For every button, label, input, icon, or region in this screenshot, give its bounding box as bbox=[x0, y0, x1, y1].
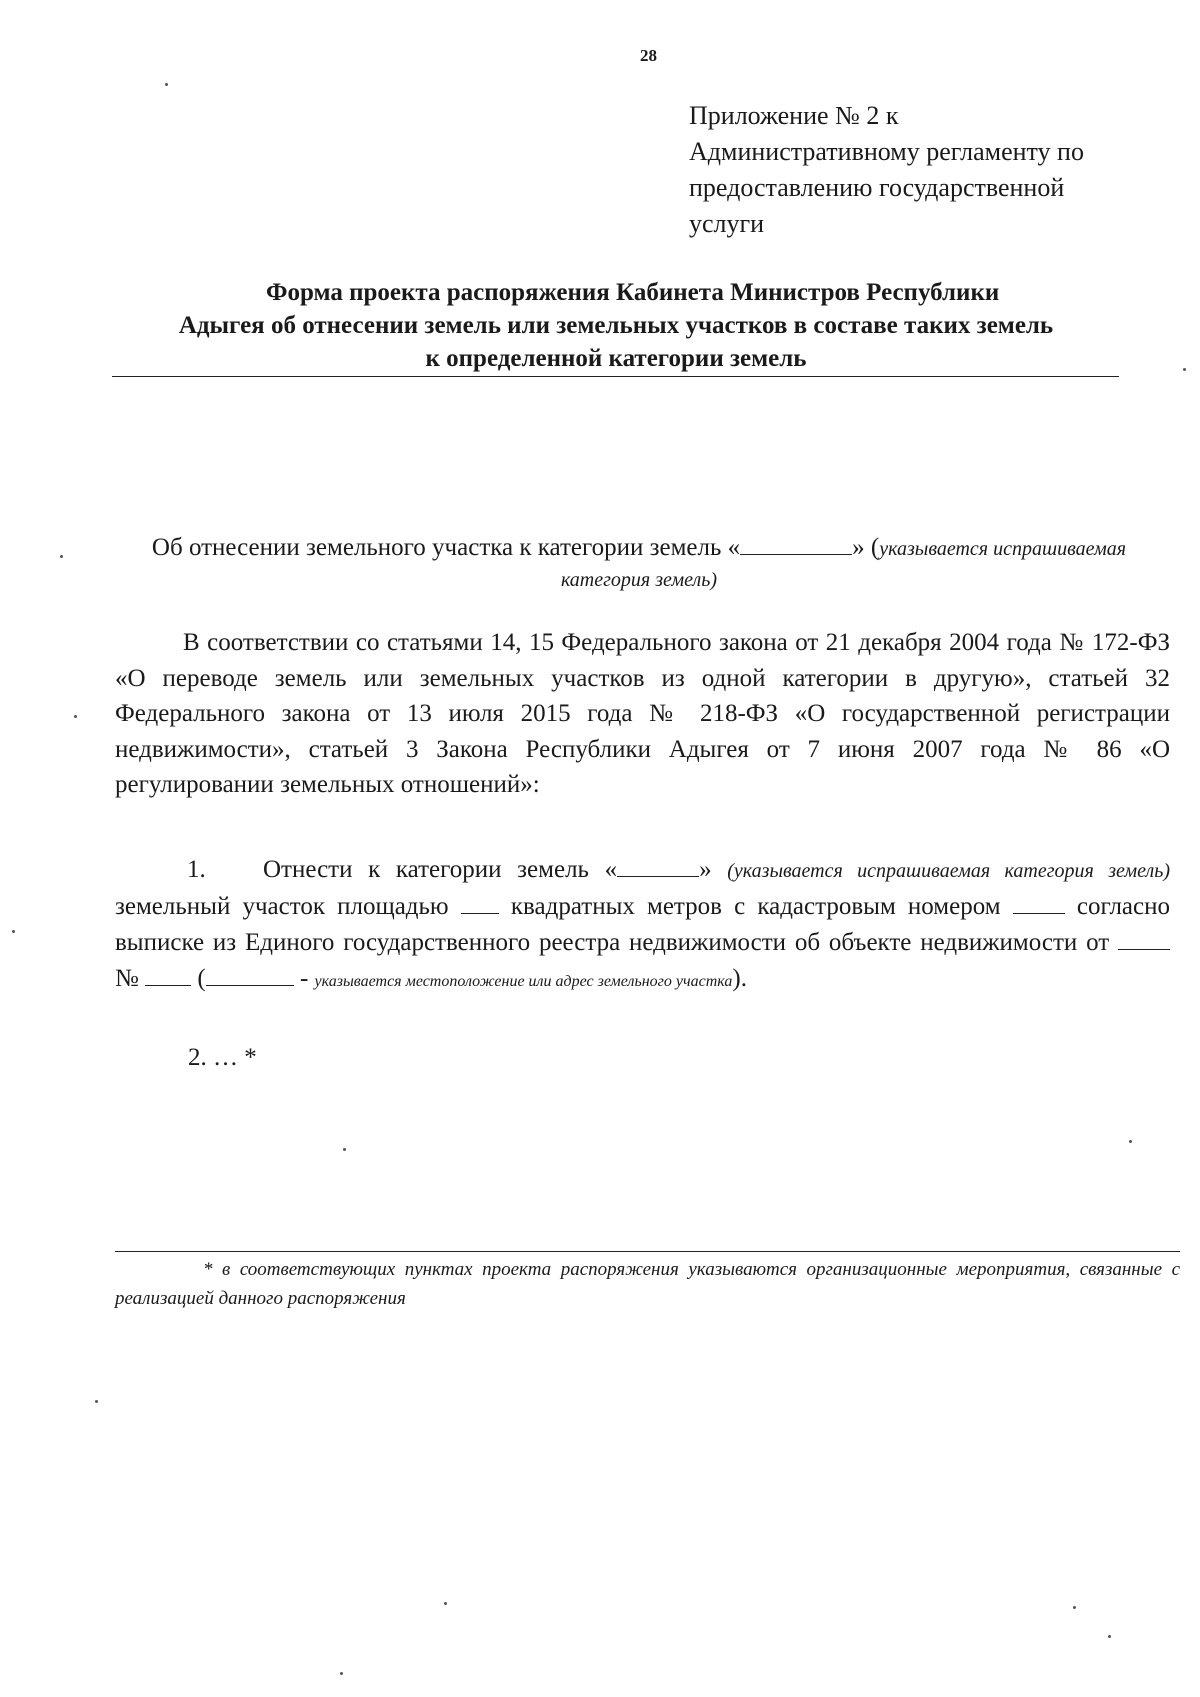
item-text: земельный участок площадью bbox=[115, 893, 461, 920]
item-number: 1. bbox=[187, 856, 206, 883]
scan-speck bbox=[1108, 1635, 1111, 1638]
scan-speck bbox=[1129, 1140, 1132, 1143]
annex-line: предоставлению государственной bbox=[689, 173, 1065, 202]
scan-speck bbox=[444, 1602, 447, 1605]
form-title-line: Адыгея об отнесении земель или земельных участков в составе таких земель bbox=[178, 312, 1054, 339]
scan-speck bbox=[340, 1672, 343, 1675]
cadastral-number-blank bbox=[1013, 892, 1065, 914]
item-note: (указывается испрашиваемая категория земель) bbox=[727, 860, 1171, 882]
order-item-1 bbox=[115, 852, 1170, 1000]
item-text: квадратных метров с кадастровым номером bbox=[498, 893, 1013, 920]
subject-text: Об отнесении земельного участка к категории земель « bbox=[151, 534, 741, 561]
preamble-paragraph: В соответствии со статьями 14, 15 Федерального закона от 21 декабря 2004 года № 172-ФЗ «О переводе земель или земельных участков из одной категории в другую», статьей 32 Федерального закона от 13 июля 2015 года № 218-ФЗ «О государственной регистрации недвижимости», статьей 3 Закона Республики Адыгея от 7 июня 2007 года № 86 «О регулировании земельных отношений»: bbox=[115, 629, 1170, 798]
item-text: - bbox=[293, 965, 315, 992]
date-blank bbox=[1118, 928, 1170, 950]
item-text: № bbox=[115, 965, 146, 992]
subject-note: указывается испрашиваемая категория земель) bbox=[560, 538, 1127, 591]
order-item-2: 2. … * bbox=[188, 1044, 257, 1071]
scan-speck bbox=[1073, 1606, 1076, 1609]
item-text: ( bbox=[191, 965, 206, 992]
form-title-line: к определенной категории земель bbox=[425, 345, 807, 372]
item-note: указывается местоположение или адрес земельного участка bbox=[314, 973, 733, 990]
scan-speck bbox=[12, 930, 15, 933]
annex-reference bbox=[689, 98, 1159, 242]
title-divider bbox=[112, 376, 1119, 377]
annex-line: услуги bbox=[689, 209, 765, 238]
area-blank bbox=[461, 892, 499, 914]
scan-speck bbox=[60, 555, 63, 558]
item-text: согласно выписке из Единого государственного реестра недвижимости об объекте недвижимости от bbox=[115, 893, 1170, 956]
extract-number-blank bbox=[145, 964, 191, 986]
address-blank bbox=[206, 964, 294, 986]
subject-text: » ( bbox=[852, 534, 880, 561]
footnote-divider bbox=[115, 1251, 1180, 1252]
category-blank bbox=[617, 855, 699, 877]
category-blank bbox=[740, 533, 852, 555]
scan-speck bbox=[1183, 368, 1186, 371]
item-text: Отнести к категории земель « bbox=[263, 856, 618, 883]
page-number: 28 bbox=[640, 46, 657, 65]
order-subject bbox=[110, 533, 1168, 595]
scan-speck bbox=[165, 83, 168, 86]
annex-line: Приложение № 2 к bbox=[689, 101, 899, 130]
scan-speck bbox=[74, 715, 77, 718]
form-title-line: Форма проекта распоряжения Кабинета Министров Республики bbox=[266, 279, 1000, 306]
scan-speck bbox=[343, 1148, 346, 1151]
footnote: * в соответствующих пунктах проекта распоряжения указываются организационные мероприятия, связанные с реализацией данного распоряжения bbox=[115, 1259, 1180, 1309]
annex-line: Административному регламенту по bbox=[689, 137, 1084, 166]
scan-speck bbox=[95, 1400, 98, 1403]
item-text: » bbox=[699, 856, 728, 883]
form-title bbox=[110, 276, 1122, 375]
item-text: ). bbox=[732, 965, 747, 992]
